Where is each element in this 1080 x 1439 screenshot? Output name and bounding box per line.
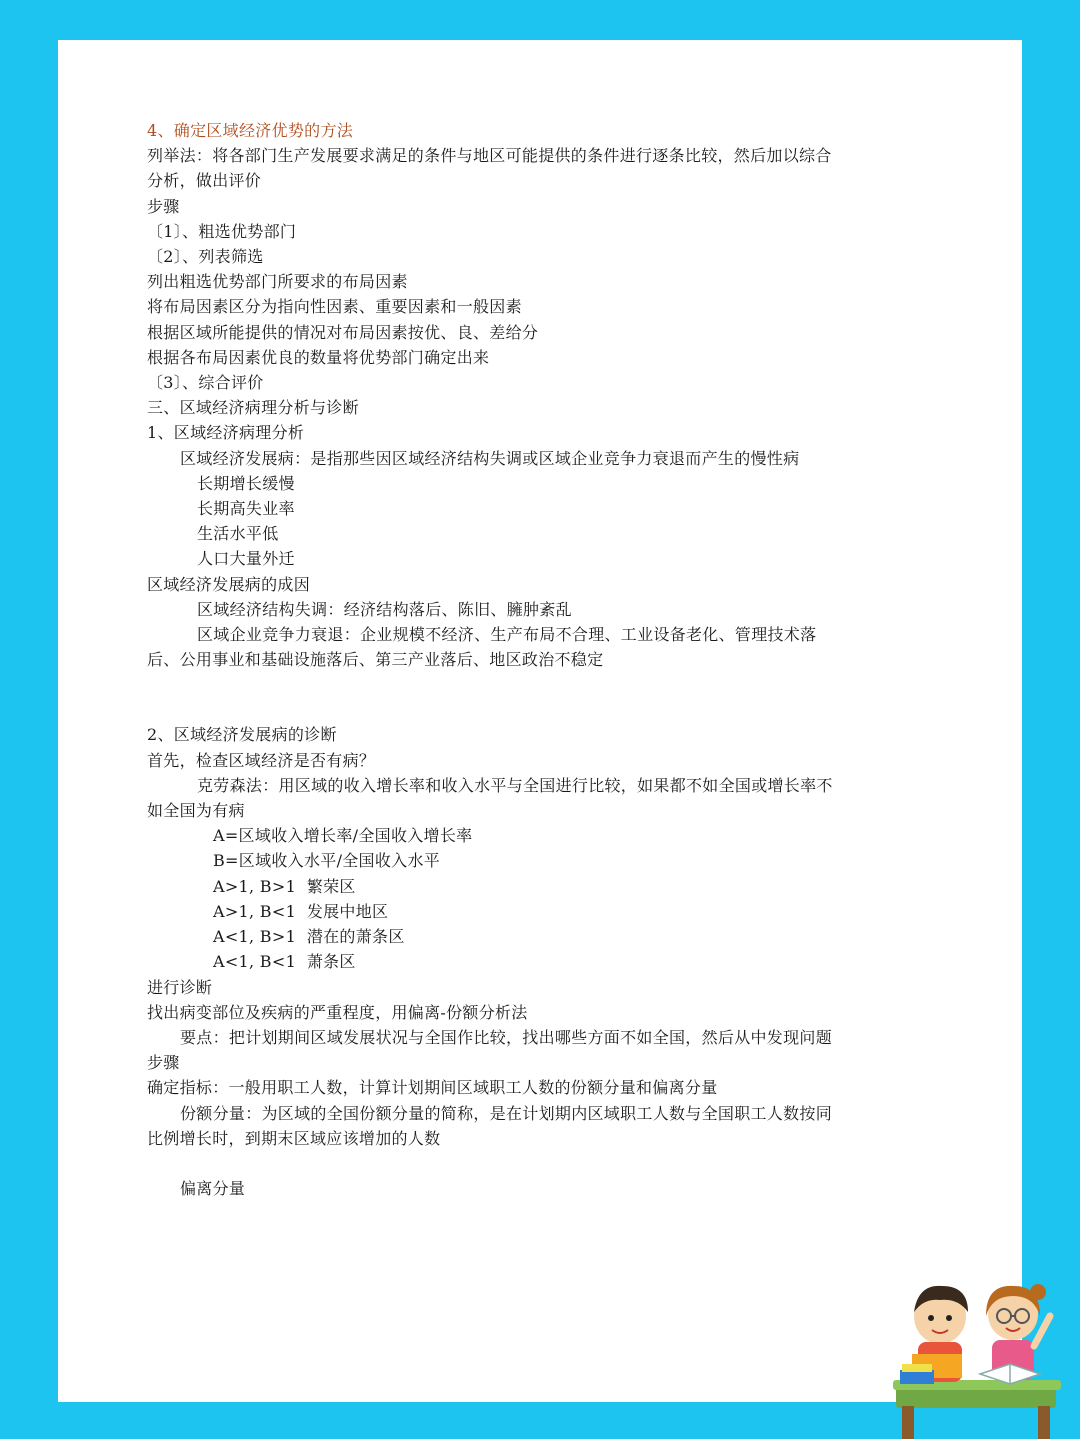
- text-line: 列出粗选优势部门所要求的布局因素: [147, 272, 408, 292]
- text-line: 长期高失业率: [197, 499, 295, 519]
- text-line: 确定指标：一般用职工人数，计算计划期间区域职工人数的份额分量和偏离分量: [147, 1078, 718, 1098]
- text-line: 区域企业竞争力衰退：企业规模不经济、生产布局不合理、工业设备老化、管理技术落后、公用事业和基础设施落后、第三产业落后、地区政治不稳定: [147, 625, 817, 670]
- text-line: 将布局因素区分为指向性因素、重要因素和一般因素: [147, 297, 522, 317]
- text-line: 长期增长缓慢: [197, 473, 295, 493]
- text-line: 偏离分量: [180, 1178, 246, 1198]
- text-line: 要点：把计划期间区域发展状况与全国作比较，找出哪些方面不如全国，然后从中发现问题: [180, 1027, 833, 1047]
- text-line: A>1, B<1 发展中地区: [213, 901, 389, 921]
- document-body: [147, 118, 847, 1201]
- text-line: A=区域收入增长率/全国收入增长率: [213, 826, 473, 846]
- text-line: 步骤: [147, 1053, 180, 1073]
- text-line: 区域经济发展病：是指那些因区域经济结构失调或区域企业竞争力衰退而产生的慢性病: [180, 448, 800, 468]
- text-line: 区域经济结构失调：经济结构落后、陈旧、臃肿紊乱: [197, 599, 572, 619]
- section-heading: 4、确定区域经济优势的方法: [147, 121, 354, 140]
- text-line: A<1, B>1 潜在的萧条区: [213, 927, 405, 947]
- spacer: [147, 1151, 847, 1176]
- text-line: 生活水平低: [197, 524, 279, 544]
- text-line: 克劳森法：用区域的收入增长率和收入水平与全国进行比较，如果都不如全国或增长率不如全国为有病: [147, 775, 833, 821]
- text-line: 人口大量外迁: [197, 549, 295, 569]
- text-line: 根据各布局因素优良的数量将优势部门确定出来: [147, 347, 490, 367]
- text-line: 〔1〕、粗选优势部门: [147, 221, 297, 241]
- kids-reading-icon: [888, 1276, 1068, 1439]
- text-line: 区域经济发展病的成因: [147, 574, 311, 594]
- text-line: 2、区域经济发展病的诊断: [147, 725, 337, 745]
- text-line: 找出病变部位及疾病的严重程度，用偏离-份额分析法: [147, 1002, 528, 1022]
- text-line: 1、区域经济病理分析: [147, 423, 305, 443]
- text-line: 首先，检查区域经济是否有病？: [147, 750, 376, 770]
- text-line: 列举法：将各部门生产发展要求满足的条件与地区可能提供的条件进行逐条比较，然后加以综合分析，做出评价: [147, 146, 832, 191]
- text-line: 〔3〕、综合评价: [147, 373, 264, 393]
- text-line: 步骤: [147, 196, 180, 216]
- text-line: 三、区域经济病理分析与诊断: [147, 398, 359, 418]
- text-line: 〔2〕、列表筛选: [147, 247, 264, 267]
- text-line: 根据区域所能提供的情况对布局因素按优、良、差给分: [147, 322, 539, 342]
- text-line: 份额分量：为区域的全国份额分量的简称，是在计划期内区域职工人数与全国职工人数按同比例增长时，到期末区域应该增加的人数: [147, 1103, 833, 1148]
- text-line: B=区域收入水平/全国收入水平: [213, 851, 441, 871]
- text-line: A<1, B<1 萧条区: [213, 952, 356, 972]
- text-line: A>1, B>1 繁荣区: [213, 876, 356, 896]
- spacer: [147, 672, 847, 722]
- text-line: 进行诊断: [147, 977, 213, 997]
